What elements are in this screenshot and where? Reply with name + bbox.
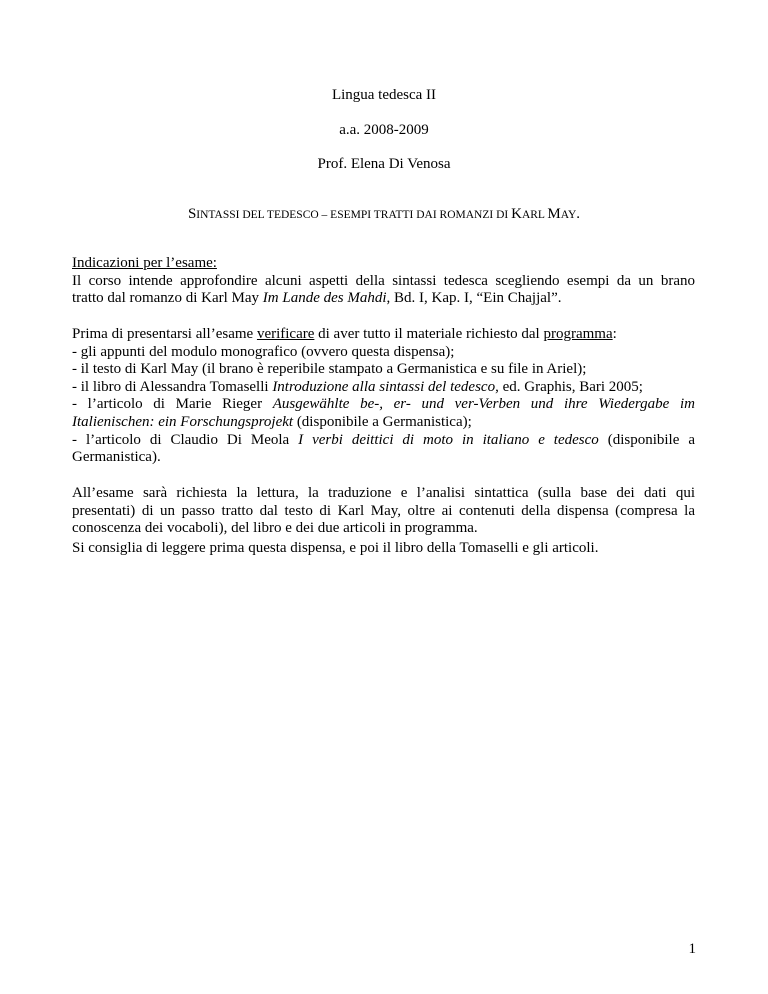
subtitle-part: S (187, 206, 197, 222)
paragraph-line: presentati) di un passo tratto dal testo di Karl May, oltre ai contenuti della dispensa (compresa la (72, 502, 695, 519)
text-run: , Bd. I, Kap. I, “Ein Chajjal”. (386, 290, 562, 307)
book-title: Introduzione alla sintassi del tedesco (272, 378, 496, 395)
text-run: - il libro di Alessandra Tomaselli (72, 378, 273, 395)
list-item-continuation (72, 414, 695, 432)
subtitle-part: INTASSI DEL TEDESCO – ESEMPI TRATTI DAI ROMANZI DI (196, 209, 512, 221)
academic-year: a.a. 2008-2009 (339, 122, 429, 138)
list-item (72, 432, 695, 450)
subtitle-part: AY (560, 209, 577, 221)
text-run: tratto dal romanzo di Karl May (72, 290, 263, 307)
list-item-continuation: Germanistica). (72, 449, 161, 466)
subtitle-part: ARL (521, 209, 548, 221)
underlined-word: programma (543, 326, 613, 342)
paragraph-line (72, 326, 695, 344)
text-run: , ed. Graphis, Bari 2005; (495, 378, 643, 395)
text-run: : (612, 326, 617, 342)
list-item: - gli appunti del modulo monografico (ovvero questa dispensa); (72, 343, 455, 360)
professor-name: Prof. Elena Di Venosa (317, 156, 451, 172)
text-run: (disponibile a Germanistica); (293, 413, 472, 430)
course-title: Lingua tedesca II (331, 87, 437, 103)
paragraph-line (72, 290, 695, 308)
document-subtitle (0, 206, 768, 225)
page-number: 1 (688, 941, 696, 957)
text-run: (disponibile a (598, 431, 695, 448)
paragraph-line: Si consiglia di leggere prima questa dispensa, e poi il libro della Tomaselli e gli articoli. (72, 540, 599, 556)
materials-section (72, 326, 695, 467)
text-run: - l’articolo di Marie Rieger (72, 396, 273, 413)
text-run: - l’articolo di Claudio Di Meola (72, 431, 299, 448)
text-run: Prima di presentarsi all’esame (72, 326, 257, 342)
book-title: Im Lande des Mahdi (262, 290, 387, 307)
advice-section (72, 540, 695, 558)
paragraph-line: All’esame sarà richiesta la lettura, la traduzione e l’analisi sintattica (sulla base dei dati qui (72, 485, 695, 501)
subtitle-part: M (547, 206, 561, 222)
article-title: Ausgewählte be-, er- und ver-Verben und ihre Wiedergabe im (272, 396, 695, 413)
article-title: Italienischen: ein Forschungsprojekt (72, 413, 294, 430)
underlined-word: verificare (256, 326, 315, 342)
exam-content-section (72, 485, 695, 538)
section-heading: Indicazioni per l’esame: (72, 255, 217, 271)
article-title: I verbi deittici di moto in italiano e tedesco (298, 431, 599, 448)
paragraph-line: Il corso intende approfondire alcuni aspetti della sintassi tedesca scegliendo esempi da un brano (72, 272, 695, 289)
list-item (72, 379, 695, 397)
subtitle-part: . (576, 206, 581, 222)
text-run: di aver tutto il materiale richiesto dal (314, 326, 544, 342)
subtitle-part: K (511, 206, 522, 222)
list-item (72, 396, 695, 414)
paragraph-line: conoscenza dei vocaboli), del libro e dei due articoli in programma. (72, 520, 478, 537)
list-item: - il testo di Karl May (il brano è reperibile stampato a Germanistica e su file in Ariel); (72, 361, 587, 378)
exam-instructions-section (72, 255, 695, 308)
